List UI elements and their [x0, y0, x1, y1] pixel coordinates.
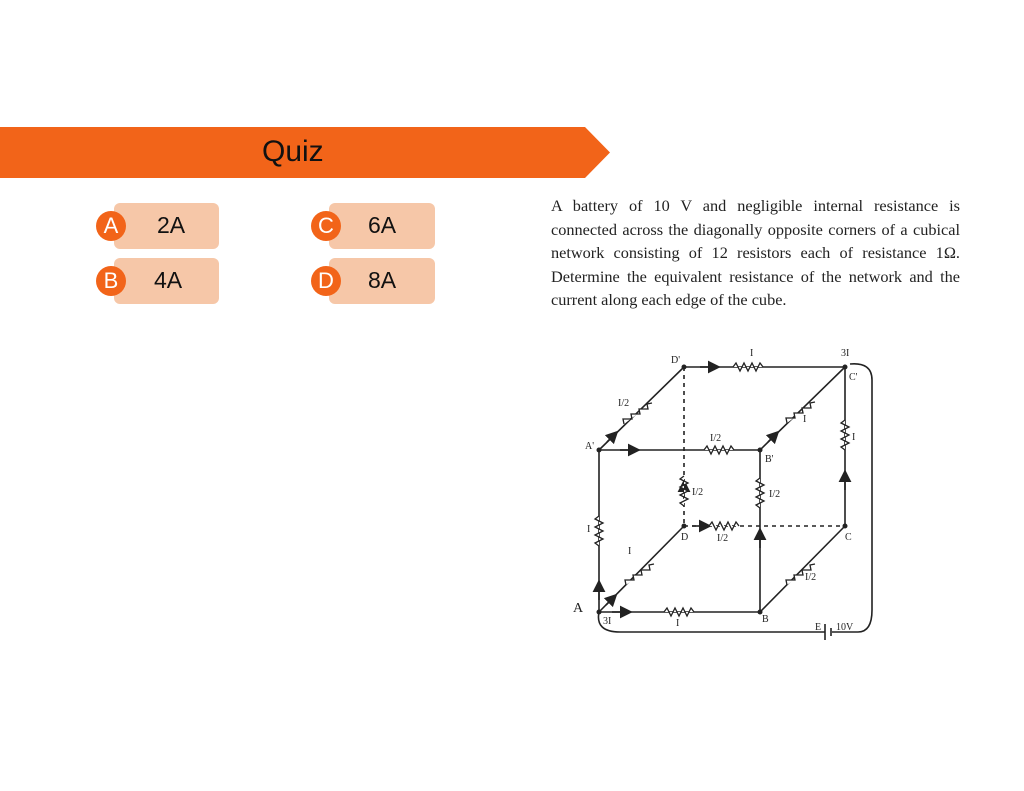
label-battery-e: E	[815, 622, 822, 633]
quiz-banner	[0, 127, 610, 178]
label-d1: D'	[671, 355, 681, 366]
option-d-text: 8A	[368, 267, 397, 293]
label-current-a-total: 3I	[603, 616, 612, 627]
label-current-ad: I	[628, 546, 632, 557]
resistor-cc1	[841, 420, 849, 450]
arrow-a-d	[606, 597, 614, 605]
option-a-badge: A	[96, 211, 126, 241]
label-current-dc: I/2	[717, 533, 729, 544]
resistor-bb1	[756, 478, 764, 508]
label-current-a1d1: I/2	[618, 398, 630, 409]
option-b-badge: B	[96, 266, 126, 296]
label-current-bb1: I/2	[769, 489, 781, 500]
label-current-bc: I/2	[805, 572, 817, 583]
arrow-a1-d1	[607, 434, 615, 442]
resistor-a1b1	[704, 446, 734, 454]
label-current-b1c1: I	[803, 414, 807, 425]
question-text: A battery of 10 V and negligible internal resistance is connected across the diagonally opposite corners of a cubical network consisting of 12 resistors each of resistance 1Ω. Determine the equivalent resistance of the network and the current along each edge of the cube.	[551, 196, 960, 309]
label-a: A	[573, 601, 584, 616]
battery-wire-left	[598, 612, 825, 632]
resistor-dd1	[680, 476, 688, 506]
option-c-badge: C	[311, 211, 341, 241]
label-current-aa1: I	[587, 524, 591, 535]
label-battery-voltage: 10V	[836, 622, 854, 633]
edge-bc	[760, 526, 845, 612]
resistor-ad	[625, 564, 654, 585]
resistor-ab	[664, 608, 694, 616]
label-current-d1c1: I	[750, 348, 754, 359]
node-c1	[843, 365, 848, 370]
label-current-dd1: I/2	[692, 487, 704, 498]
node-d1	[682, 365, 687, 370]
label-current-a1b1: I/2	[710, 433, 722, 444]
option-c-text: 6A	[368, 212, 397, 238]
label-a1: A'	[585, 441, 595, 452]
node-b1	[758, 448, 763, 453]
label-b1: B'	[765, 454, 774, 465]
battery-wire-right	[832, 364, 872, 632]
arrow-b1-c1	[768, 434, 776, 442]
label-current-cc1: I	[852, 432, 856, 443]
label-current-c1-total: 3I	[841, 348, 850, 359]
cube-resistor-diagram	[560, 345, 880, 645]
resistor-dc	[709, 522, 739, 530]
resistor-aa1	[595, 516, 603, 546]
resistor-b1c1	[786, 402, 815, 423]
label-c: C	[845, 532, 852, 543]
label-d: D	[681, 532, 689, 543]
label-c1: C'	[849, 372, 858, 383]
node-d	[682, 524, 687, 529]
node-a1	[597, 448, 602, 453]
resistor-d1c1	[733, 363, 763, 371]
quiz-title: Quiz	[262, 135, 324, 168]
option-d-badge: D	[311, 266, 341, 296]
node-c	[843, 524, 848, 529]
option-a-text: 2A	[157, 212, 186, 238]
option-b-text: 4A	[154, 267, 183, 293]
label-b: B	[762, 614, 769, 625]
node-a	[597, 610, 602, 615]
label-current-ab: I	[676, 618, 680, 629]
